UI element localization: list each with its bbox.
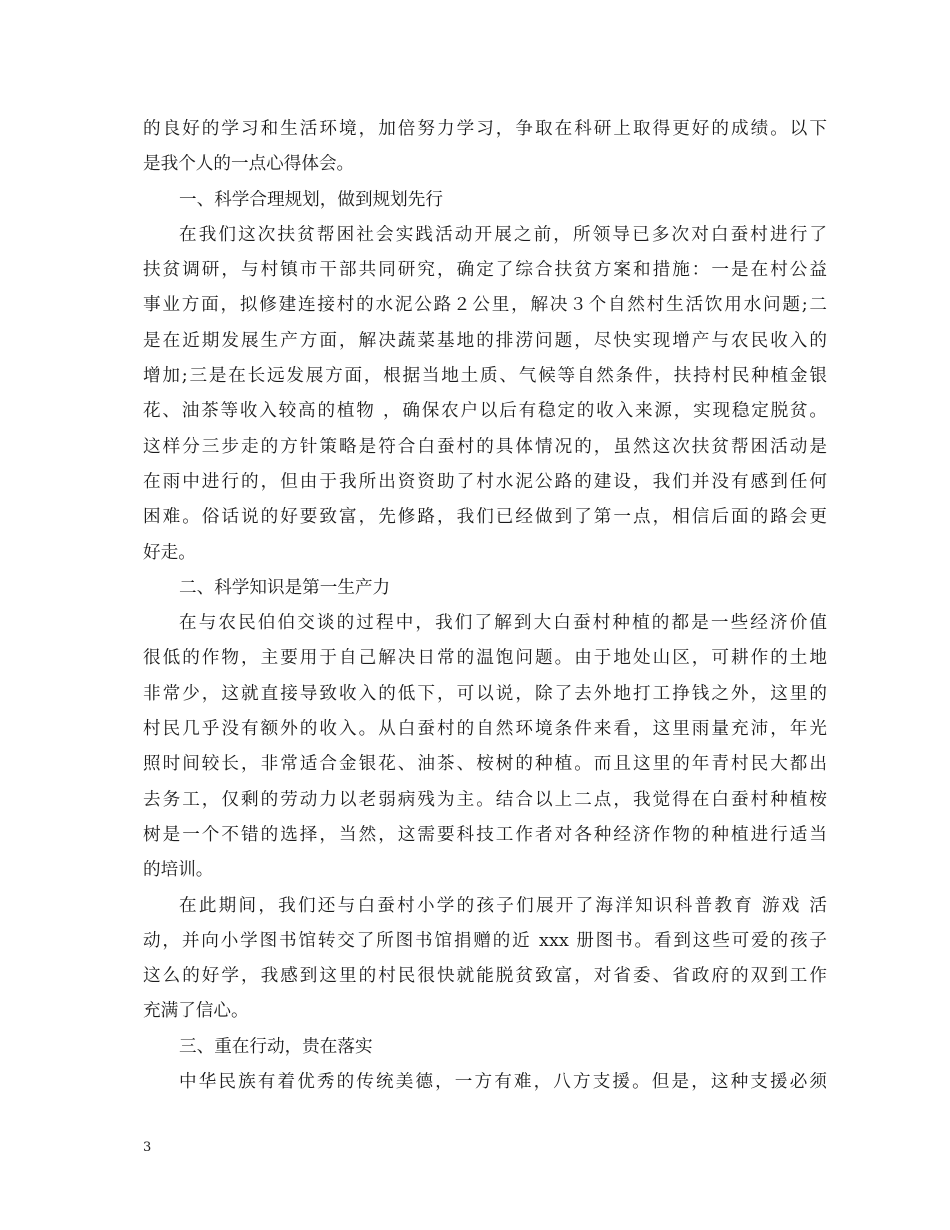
paragraph-line: 充满了信心。 bbox=[143, 1001, 249, 1022]
paragraph-line: 在雨中进行的，但由于我所出资资助了村水泥公路的建设，我们并没有感到任何 bbox=[143, 471, 827, 492]
paragraph-line: 是在近期发展生产方面，解决蔬菜基地的排涝问题，尽快实现增产与农民收入的 bbox=[143, 330, 827, 351]
paragraph-line: 这样分三步走的方针策略是符合白蚕村的具体情况的，虽然这次扶贫帮困活动是 bbox=[143, 436, 827, 457]
paragraph-line: 村民几乎没有额外的收入。从白蚕村的自然环境条件来看，这里雨量充沛，年光 bbox=[143, 719, 827, 740]
paragraph-line: 这么的好学，我感到这里的村民很快就能脱贫致富，对省委、省政府的双到工作 bbox=[143, 966, 827, 987]
paragraph-line: 好走。 bbox=[143, 542, 196, 563]
paragraph-line: 困难。俗话说的好要致富，先修路，我们已经做到了第一点，相信后面的路会更 bbox=[143, 507, 827, 528]
paragraph-line: 照时间较长，非常适合金银花、油茶、桉树的种植。而且这里的年青村民大都出 bbox=[143, 754, 827, 775]
paragraph-line: 是我个人的一点心得体会。 bbox=[143, 154, 355, 175]
page-number: 3 bbox=[143, 1140, 152, 1155]
paragraph-line: 在我们这次扶贫帮困社会实践活动开展之前，所领导已多次对白蚕村进行了 bbox=[179, 224, 827, 245]
section-heading: 三、重在行动，贵在落实 bbox=[179, 1036, 373, 1057]
paragraph-line: 很低的作物，主要用于自己解决日常的温饱问题。由于地处山区，可耕作的土地 bbox=[143, 648, 827, 669]
paragraph-line: 扶贫调研，与村镇市干部共同研究，确定了综合扶贫方案和措施：一是在村公益 bbox=[143, 260, 827, 281]
section-heading: 一、科学合理规划，做到规划先行 bbox=[179, 189, 443, 210]
body-text bbox=[143, 112, 827, 1100]
section-heading: 二、科学知识是第一生产力 bbox=[179, 577, 391, 598]
paragraph-line: 去务工，仅剩的劳动力以老弱病残为主。结合以上二点，我觉得在白蚕村种植桉 bbox=[143, 789, 827, 810]
paragraph-line: 树是一个不错的选择，当然，这需要科技工作者对各种经济作物的种植进行适当 bbox=[143, 824, 827, 845]
paragraph-line: 花、油茶等收入较高的植物 ，确保农户以后有稳定的收入来源，实现稳定脱贫。 bbox=[143, 401, 827, 422]
paragraph-line: 在与农民伯伯交谈的过程中，我们了解到大白蚕村种植的都是一些经济价值 bbox=[179, 613, 827, 634]
paragraph-line: 增加;三是在长远发展方面，根据当地土质、气候等自然条件，扶持村民种植金银 bbox=[143, 366, 827, 387]
paragraph-line: 动，并向小学图书馆转交了所图书馆捐赠的近 xxx 册图书。看到这些可爱的孩子 bbox=[143, 930, 827, 951]
paragraph-line: 中华民族有着优秀的传统美德，一方有难，八方支援。但是，这种支援必须 bbox=[179, 1072, 827, 1093]
paragraph-line: 在此期间，我们还与白蚕村小学的孩子们展开了海洋知识科普教育 游戏 活 bbox=[179, 895, 827, 916]
paragraph-line: 的培训。 bbox=[143, 860, 214, 881]
paragraph-line: 的良好的学习和生活环境，加倍努力学习，争取在科研上取得更好的成绩。以下 bbox=[143, 119, 827, 139]
paragraph-line: 事业方面，拟修建连接村的水泥公路２公里，解决３个自然村生活饮用水问题;二 bbox=[143, 295, 827, 316]
paragraph-line: 非常少，这就直接导致收入的低下，可以说，除了去外地打工挣钱之外，这里的 bbox=[143, 683, 827, 704]
